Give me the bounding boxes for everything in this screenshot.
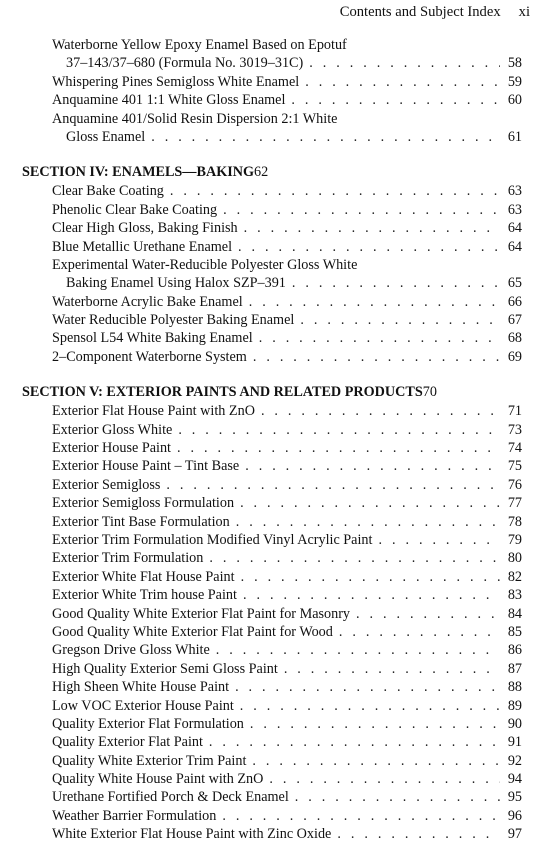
toc-entry	[22, 531, 522, 549]
toc-page-number: 58	[507, 55, 522, 72]
section-title: SECTION V: EXTERIOR PAINTS AND RELATED PRODUCTS	[22, 384, 423, 401]
toc-page-number: 66	[507, 293, 522, 310]
toc-entry	[22, 513, 522, 531]
toc-entry	[22, 274, 522, 292]
toc-entry	[22, 219, 522, 237]
toc-page-number: 95	[507, 789, 522, 806]
toc-page-number: 60	[507, 92, 522, 109]
toc-page-number: 79	[507, 531, 522, 548]
toc-page-number: 62	[254, 164, 269, 181]
dot-leader	[269, 770, 500, 788]
toc-page-number: 75	[507, 458, 522, 475]
toc-entry	[22, 660, 522, 678]
toc-entry-title: Low VOC Exterior House Paint	[52, 697, 234, 714]
dot-leader	[151, 128, 500, 146]
toc-entry	[22, 678, 522, 696]
dot-leader	[300, 311, 500, 329]
toc-entry	[22, 476, 522, 494]
toc-page-number: 86	[507, 642, 522, 659]
toc-entry-title: Water Reducible Polyester Baking Enamel	[52, 312, 295, 329]
dot-leader	[209, 549, 500, 567]
toc-page-number: 97	[507, 826, 522, 843]
dot-leader	[337, 825, 500, 843]
toc-entry-title: Exterior White Trim house Paint	[52, 587, 237, 604]
dot-leader	[295, 788, 500, 806]
dot-leader	[309, 54, 500, 72]
toc-page-number: 68	[507, 330, 522, 347]
running-head-title: Contents and Subject Index	[339, 4, 501, 20]
toc-entry	[22, 549, 522, 567]
dot-leader	[259, 329, 500, 347]
toc-entry-title: Whispering Pines Semigloss White Enamel	[52, 73, 300, 90]
toc-entry	[22, 494, 522, 512]
toc-entry	[22, 348, 522, 366]
toc-entry	[22, 73, 522, 91]
dot-leader	[238, 238, 500, 256]
toc-page-number: 69	[507, 348, 522, 365]
toc-entry	[22, 807, 522, 825]
dot-leader	[235, 678, 500, 696]
toc-entry	[22, 715, 522, 733]
toc-entry	[22, 641, 522, 659]
dot-leader	[178, 421, 500, 439]
dot-leader	[240, 697, 500, 715]
toc-entry-title: Clear High Gloss, Baking Finish	[52, 220, 238, 237]
toc-entry	[22, 825, 522, 843]
dot-leader	[339, 623, 500, 641]
toc-entry-title: Exterior House Paint	[52, 440, 171, 457]
section-title: SECTION IV: ENAMELS—BAKING	[22, 164, 255, 181]
toc-entry-title: High Sheen White House Paint	[52, 679, 230, 696]
toc-page-number: 90	[507, 715, 522, 732]
toc-entry	[22, 439, 522, 457]
table-of-contents	[22, 36, 522, 844]
toc-entry-title: High Quality Exterior Semi Gloss Paint	[52, 660, 278, 677]
toc-entry-title: Exterior Semigloss	[52, 476, 161, 493]
toc-entry	[22, 586, 522, 604]
toc-entry	[22, 128, 522, 146]
dot-leader	[243, 586, 500, 604]
dot-leader	[236, 513, 500, 531]
toc-entry-line: Anquamine 401/Solid Resin Dispersion 2:1 White	[52, 110, 338, 127]
toc-entry-title: Good Quality White Exterior Flat Paint for Wood	[52, 623, 333, 640]
toc-entry-title: Spensol L54 White Baking Enamel	[52, 330, 253, 347]
toc-entry-title: Exterior Trim Formulation Modified Vinyl Acrylic Paint	[52, 531, 373, 548]
toc-entry-title: White Exterior Flat House Paint with Zinc Oxide	[52, 826, 332, 843]
toc-entry-title: Clear Bake Coating	[52, 183, 164, 200]
toc-entry-title: Quality White House Paint with ZnO	[52, 771, 264, 788]
toc-entry-title: Quality White Exterior Trim Paint	[52, 752, 247, 769]
toc-page-number: 92	[507, 752, 522, 769]
toc-page-number: 78	[507, 513, 522, 530]
toc-entry	[22, 201, 522, 219]
toc-page-number: 61	[507, 128, 522, 145]
toc-page-number: 91	[507, 734, 522, 751]
dot-leader	[170, 182, 500, 200]
toc-page-number: 77	[507, 495, 522, 512]
toc-entry-title: Phenolic Clear Bake Coating	[52, 201, 218, 218]
page-number-roman: xi	[518, 4, 530, 20]
toc-page-number: 71	[507, 403, 522, 420]
dot-leader	[166, 476, 500, 494]
toc-page-number: 74	[507, 440, 522, 457]
toc-page-number: 80	[507, 550, 522, 567]
toc-entry	[22, 421, 522, 439]
dot-leader	[356, 605, 500, 623]
toc-page-number: 83	[507, 587, 522, 604]
dot-leader	[177, 439, 500, 457]
toc-page-number: 65	[507, 275, 522, 292]
dot-leader	[222, 807, 500, 825]
toc-entry-title: Exterior White Flat House Paint	[52, 568, 235, 585]
section-v-entries	[22, 402, 522, 843]
toc-page-number: 67	[507, 312, 522, 329]
toc-page-number: 88	[507, 679, 522, 696]
toc-entry	[22, 293, 522, 311]
toc-entry	[22, 788, 522, 806]
toc-page-number: 94	[507, 771, 522, 788]
toc-entry	[22, 770, 522, 788]
toc-entry-line: Waterborne Yellow Epoxy Enamel Based on Epotuf	[52, 37, 347, 53]
toc-entry-title: 2–Component Waterborne System	[52, 348, 247, 365]
toc-entry-title: Quality Exterior Flat Formulation	[52, 715, 244, 732]
toc-entry-title: Weather Barrier Formulation	[52, 807, 217, 824]
toc-entry	[22, 697, 522, 715]
toc-entry	[22, 623, 522, 641]
dot-leader	[216, 641, 500, 659]
toc-entry-title: Urethane Fortified Porch & Deck Enamel	[52, 789, 289, 806]
toc-entry-title: Exterior Semigloss Formulation	[52, 495, 235, 512]
dot-leader	[291, 91, 500, 109]
toc-page-number: 70	[422, 384, 437, 401]
toc-entry	[22, 568, 522, 586]
dot-leader	[249, 293, 500, 311]
dot-leader	[305, 73, 500, 91]
toc-page-number: 96	[507, 807, 522, 824]
toc-page-number: 64	[507, 238, 522, 255]
toc-page-number: 59	[507, 73, 522, 90]
toc-entry	[22, 182, 522, 200]
dot-leader	[284, 660, 500, 678]
toc-entry	[22, 91, 522, 109]
toc-page-number: 82	[507, 568, 522, 585]
toc-page-number: 87	[507, 660, 522, 677]
toc-page-number: 63	[507, 201, 522, 218]
dot-leader	[244, 219, 500, 237]
toc-entry-title: Exterior Gloss White	[52, 421, 173, 438]
toc-entry	[22, 733, 522, 751]
dot-leader	[292, 274, 500, 292]
toc-entry-title: Waterborne Acrylic Bake Enamel	[52, 293, 243, 310]
toc-entry-title: Blue Metallic Urethane Enamel	[52, 238, 233, 255]
toc-page-number: 63	[507, 183, 522, 200]
running-head	[340, 4, 530, 21]
toc-entry-title: Gloss Enamel	[66, 128, 146, 145]
dot-leader	[252, 752, 500, 770]
toc-entry-title: Gregson Drive Gloss White	[52, 642, 210, 659]
toc-entry-title: 37–143/37–680 (Formula No. 3019–31C)	[66, 55, 304, 72]
toc-entry-title: Exterior Trim Formulation	[52, 550, 204, 567]
toc-entry-title: Good Quality White Exterior Flat Paint for Masonry	[52, 605, 351, 622]
toc-entry-title: Quality Exterior Flat Paint	[52, 734, 203, 751]
dot-leader	[240, 494, 500, 512]
toc-entry	[22, 311, 522, 329]
dot-leader	[261, 402, 500, 420]
toc-entry-title: Baking Enamel Using Halox SZP–391	[66, 275, 286, 292]
toc-entry	[22, 54, 522, 72]
toc-entry-title: Exterior Tint Base Formulation	[52, 513, 230, 530]
toc-entry	[22, 457, 522, 475]
dot-leader	[378, 531, 500, 549]
dot-leader	[253, 348, 500, 366]
toc-page-number: 89	[507, 697, 522, 714]
toc-page-number: 84	[507, 605, 522, 622]
dot-leader	[209, 733, 500, 751]
toc-entry	[22, 605, 522, 623]
toc-entry	[22, 238, 522, 256]
toc-entry-title: Exterior Flat House Paint with ZnO	[52, 403, 255, 420]
section-heading-iv	[22, 163, 522, 182]
toc-entry-title: Anquamine 401 1:1 White Gloss Enamel	[52, 92, 286, 109]
dot-leader	[245, 457, 500, 475]
dot-leader	[250, 715, 500, 733]
dot-leader	[223, 201, 500, 219]
toc-entry-title: Exterior House Paint – Tint Base	[52, 458, 240, 475]
toc-entry-line: Experimental Water-Reducible Polyester Gloss White	[52, 256, 358, 273]
toc-entry	[22, 329, 522, 347]
toc-page-number: 85	[507, 623, 522, 640]
toc-page-number: 73	[507, 421, 522, 438]
dot-leader	[241, 568, 500, 586]
toc-entry	[22, 402, 522, 420]
toc-entry	[22, 752, 522, 770]
toc-page-number: 76	[507, 476, 522, 493]
toc-page-number: 64	[507, 220, 522, 237]
section-heading-v	[22, 383, 522, 402]
